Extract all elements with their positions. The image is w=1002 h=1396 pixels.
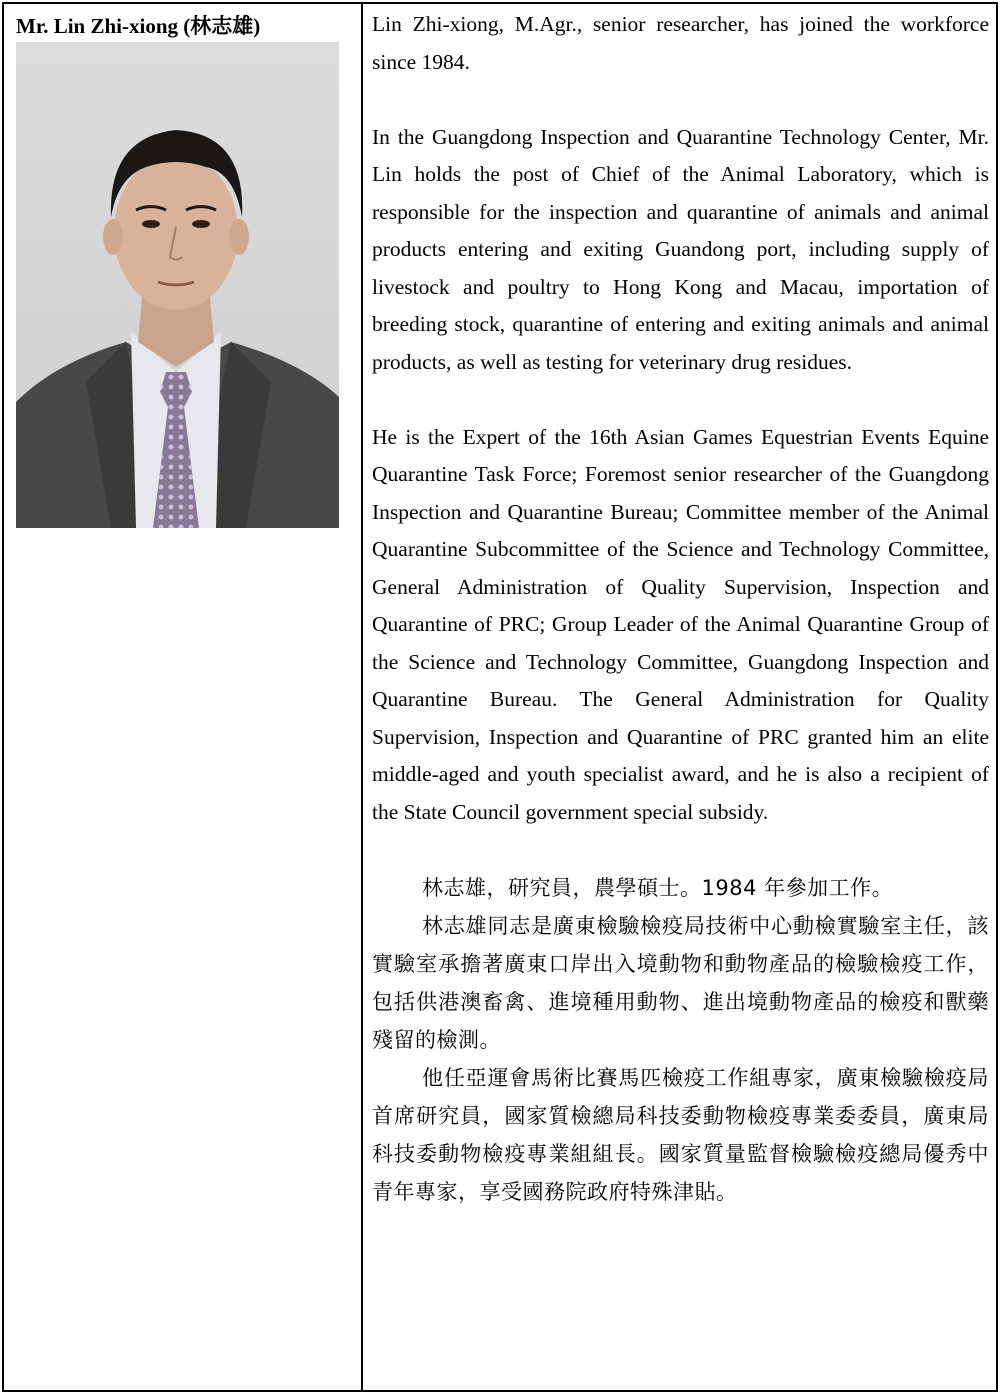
chinese-paragraph-3: 他任亞運會馬術比賽馬匹檢疫工作組專家，廣東檢驗檢疫局首席研究員，國家質檢總局科技委動物檢疫專業委委員，廣東局科技委動物檢疫專業組組長。國家質量監督檢驗檢疫總局優秀中青年專家，享受國務院政府特殊津貼。 [372,1066,989,1204]
english-paragraph-1: Lin Zhi-xiong, M.Agr., senior researcher, has joined the workforce since 1984. [372,12,989,74]
english-paragraph-3: He is the Expert of the 16th Asian Games Equestrian Events Equine Quarantine Task Force; Foremost senior researcher of the Guangdong Inspection and Quarantine Bureau; Committee member of the Animal Quarantine Subcommittee of the Science and Technology Committee, General Administration of Quality Supervision, Inspection and Quarantine of PRC; Group Leader of the Animal Quarantine Group of the Science and Technology Committee, Guangdong Inspection and Quarantine Bureau. The General Administration for Quality Supervision, Inspection and Quarantine of PRC granted him an elite middle-aged and youth specialist award, and he is also a recipient of the State Council government special subsidy. [372,424,989,824]
english-paragraph-2: In the Guangdong Inspection and Quarantine Technology Center, Mr. Lin holds the post of Chief of the Animal Laboratory, which is responsible for the inspection and quarantine of animals and animal products entering and exiting Guandong port, including supply of livestock and poultry to Hong Kong and Macau, importation of breeding stock, quarantine of entering and exiting animals and animal products, as well as testing for veterinary drug residues. [372,124,989,374]
portrait-photo [16,42,339,528]
portrait-illustration [16,42,339,528]
chinese-paragraph-2: 林志雄同志是廣東檢驗檢疫局技術中心動檢實驗室主任，該實驗室承擔著廣東口岸出入境動物和動物產品的檢驗檢疫工作，包括供港澳畜禽、進境種用動物、進出境動物產品的檢疫和獸藥殘留的檢測。 [372,914,989,1052]
chinese-paragraph-1: 林志雄，研究員，農學碩士。1984 年參加工作。 [422,876,894,900]
biography-cell [372,6,989,1211]
person-name: Mr. Lin Zhi-xiong (林志雄) [16,14,261,38]
profile-left-cell [4,4,361,1390]
chinese-biography [372,869,989,1211]
column-divider [361,4,363,1390]
profile-table [2,2,998,1392]
